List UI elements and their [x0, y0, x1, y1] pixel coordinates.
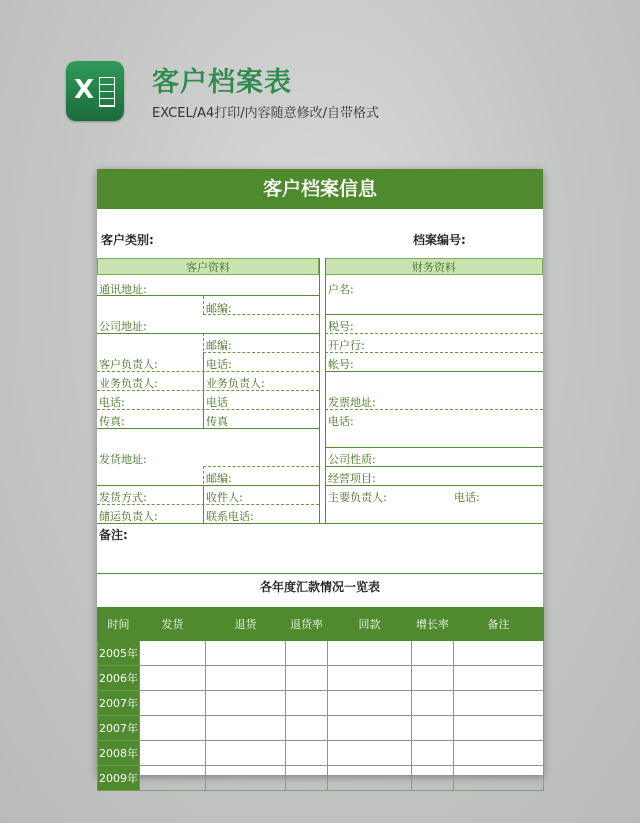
excel-logo-letter: X: [74, 75, 95, 105]
annual-table-title: 各年度汇款情况一览表: [259, 580, 380, 594]
page-title: 客户档案表: [152, 67, 292, 98]
table-cell[interactable]: [140, 741, 206, 766]
row-line: [325, 333, 543, 334]
year-cell: 2008年: [98, 741, 140, 766]
phone-label: 电话:: [454, 491, 480, 504]
table-cell[interactable]: [206, 641, 286, 666]
company-nature-label: 公司性质:: [328, 453, 376, 466]
table-row: [98, 741, 544, 766]
contact-phone-label: 联系电话:: [206, 510, 254, 523]
table-cell[interactable]: [328, 741, 412, 766]
year-cell: 2007年: [98, 716, 140, 741]
bank-label: 开户行:: [328, 339, 365, 352]
column-header: 退货率: [286, 608, 328, 641]
table-cell[interactable]: [454, 766, 544, 791]
archive-no-label: 档案编号:: [413, 233, 466, 247]
business-manager-label: 业务负责人:: [99, 377, 158, 390]
table-cell[interactable]: [140, 666, 206, 691]
section-customer-info: 客户资料: [97, 258, 319, 275]
ship-address-label: 发货地址:: [99, 453, 147, 466]
phone-label: 电话:: [206, 358, 232, 371]
year-cell: 2007年: [98, 691, 140, 716]
transport-manager-label: 储运负责人:: [99, 510, 158, 523]
table-cell[interactable]: [454, 716, 544, 741]
row-line: [203, 466, 319, 467]
row-line: [97, 573, 543, 574]
table-cell[interactable]: [206, 741, 286, 766]
customer-manager-label: 客户负责人:: [99, 358, 158, 371]
company-address-label: 公司地址:: [99, 320, 147, 333]
customer-type-label: 客户类别:: [101, 233, 154, 247]
table-cell[interactable]: [328, 766, 412, 791]
spreadsheet-grid-icon: [99, 77, 115, 107]
column-header: 增长率: [412, 608, 454, 641]
column-header: 备注: [454, 608, 544, 641]
cell-divider: [203, 296, 204, 314]
table-cell[interactable]: [412, 716, 454, 741]
table-cell[interactable]: [454, 641, 544, 666]
receiver-label: 收件人:: [206, 491, 243, 504]
year-cell: 2005年: [98, 641, 140, 666]
table-cell[interactable]: [286, 741, 328, 766]
table-cell[interactable]: [286, 641, 328, 666]
sheet-title: 客户档案信息: [97, 169, 543, 209]
column-header: 时间: [98, 608, 140, 641]
address-label: 通讯地址:: [99, 283, 147, 296]
table-cell[interactable]: [328, 666, 412, 691]
fax-label: 传真:: [99, 415, 125, 428]
table-cell[interactable]: [454, 666, 544, 691]
table-row: [98, 716, 544, 741]
column-header: 退货: [206, 608, 286, 641]
excel-logo-icon: [66, 61, 124, 121]
table-row: [98, 766, 544, 791]
year-cell: 2006年: [98, 666, 140, 691]
phone-label: 电话: [206, 396, 228, 409]
table-row: [98, 691, 544, 716]
table-cell[interactable]: [140, 716, 206, 741]
table-cell[interactable]: [140, 641, 206, 666]
table-cell[interactable]: [206, 666, 286, 691]
year-cell: 2009年: [98, 766, 140, 791]
table-cell[interactable]: [412, 641, 454, 666]
phone-label: 电话:: [99, 396, 125, 409]
table-cell[interactable]: [328, 691, 412, 716]
fax-label: 传真: [206, 415, 228, 428]
column-header: 发货: [140, 608, 206, 641]
row-line: [325, 314, 543, 315]
row-line: [325, 371, 543, 372]
cell-divider: [203, 333, 204, 351]
column-divider: [319, 258, 320, 524]
table-cell[interactable]: [206, 691, 286, 716]
table-cell[interactable]: [286, 766, 328, 791]
table-cell[interactable]: [454, 691, 544, 716]
table-cell[interactable]: [286, 666, 328, 691]
business-scope-label: 经营项目:: [328, 472, 376, 485]
section-finance-info: 财务资料: [325, 258, 543, 275]
table-cell[interactable]: [454, 741, 544, 766]
page-subtitle: EXCEL/A4打印/内容随意修改/自带格式: [152, 106, 380, 121]
table-cell[interactable]: [140, 766, 206, 791]
table-cell[interactable]: [412, 741, 454, 766]
annual-remittance-table: [97, 607, 544, 791]
table-cell[interactable]: [328, 641, 412, 666]
table-cell[interactable]: [412, 666, 454, 691]
postcode-label: 邮编:: [206, 472, 232, 485]
row-line: [97, 523, 543, 524]
cell-divider: [203, 353, 204, 429]
table-cell[interactable]: [140, 691, 206, 716]
phone-label: 电话:: [328, 415, 354, 428]
account-no-label: 帐号:: [328, 358, 354, 371]
table-cell[interactable]: [328, 716, 412, 741]
table-cell[interactable]: [412, 766, 454, 791]
table-row: [98, 666, 544, 691]
table-cell[interactable]: [412, 691, 454, 716]
postcode-label: 邮编:: [206, 302, 232, 315]
invoice-address-label: 发票地址:: [328, 396, 376, 409]
tax-no-label: 税号:: [328, 320, 354, 333]
account-name-label: 户名:: [328, 283, 354, 296]
table-cell[interactable]: [206, 716, 286, 741]
business-manager-label: 业务负责人:: [206, 377, 265, 390]
postcode-label: 邮编:: [206, 339, 232, 352]
table-cell[interactable]: [206, 766, 286, 791]
column-header: 回款: [328, 608, 412, 641]
table-header-row: [98, 608, 544, 641]
remarks-label: 备注:: [99, 528, 128, 542]
form-sheet: [97, 169, 543, 785]
main-manager-label: 主要负责人:: [328, 491, 387, 504]
table-cell[interactable]: [286, 716, 328, 741]
ship-method-label: 发货方式:: [99, 491, 147, 504]
cell-divider: [203, 466, 204, 484]
row-line: [325, 447, 543, 448]
table-row: [98, 641, 544, 666]
table-cell[interactable]: [286, 691, 328, 716]
